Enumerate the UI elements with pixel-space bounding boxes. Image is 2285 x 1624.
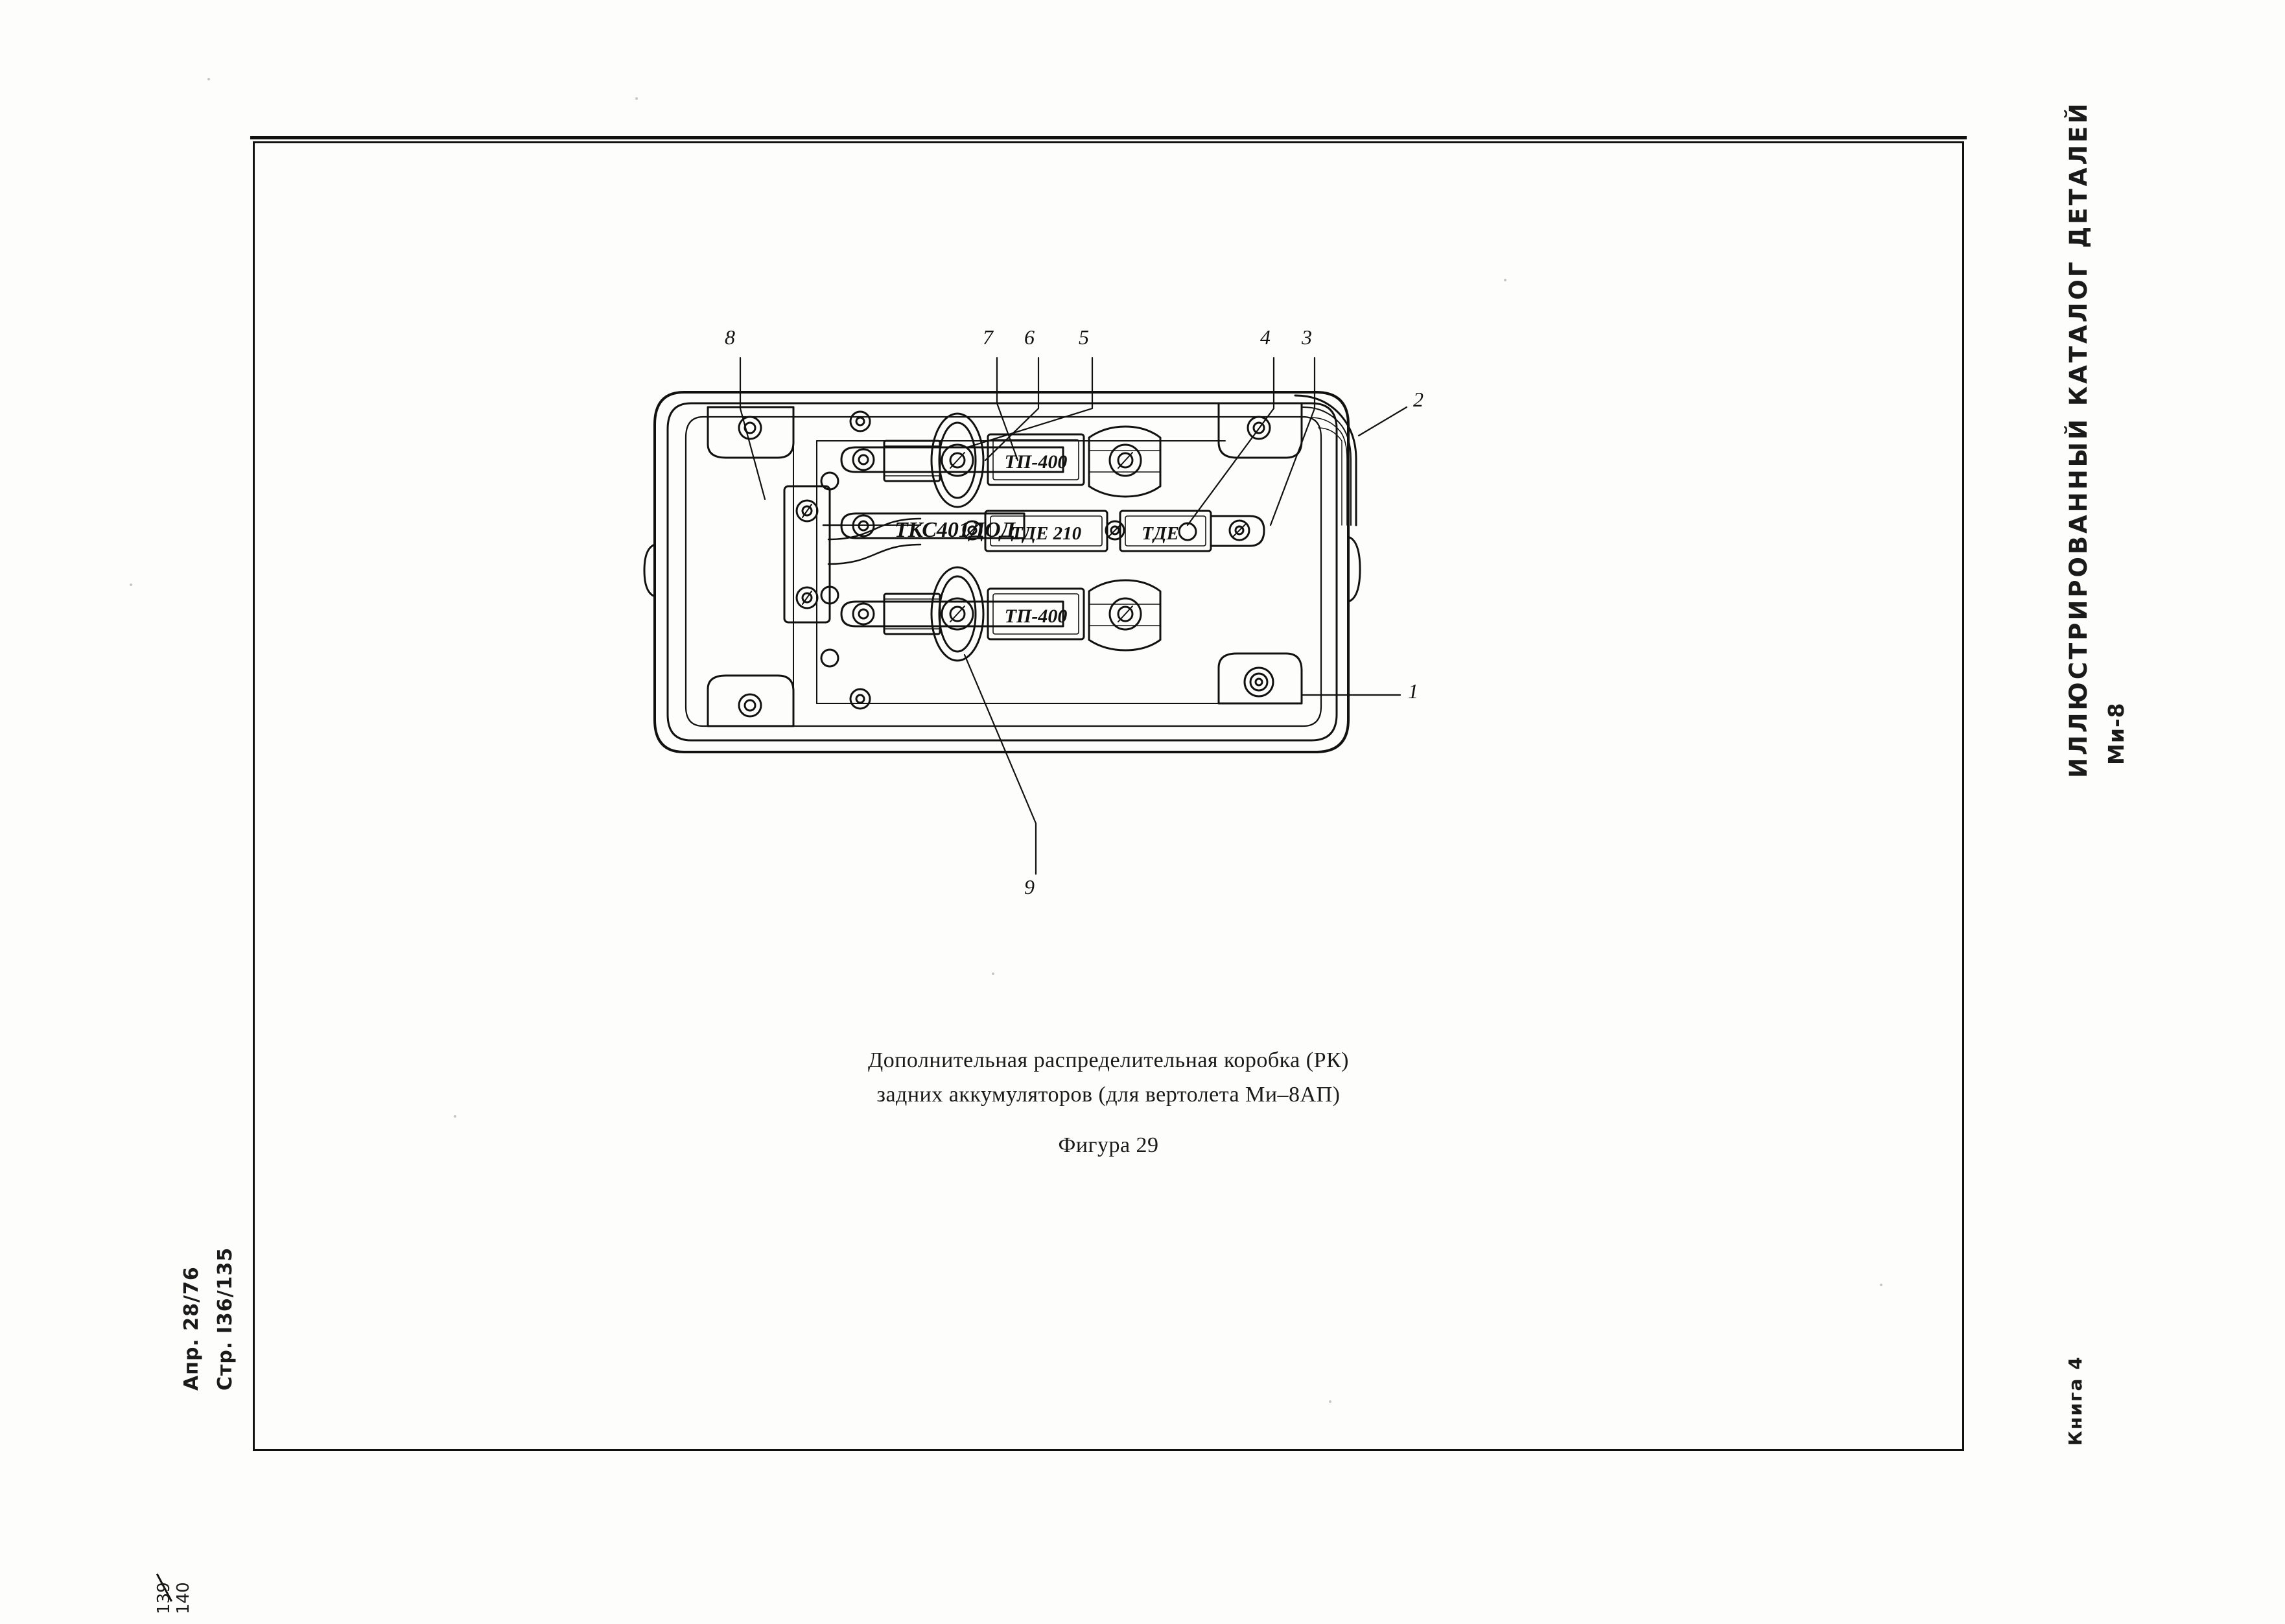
tde-right-tail [1211,516,1264,546]
sheet-number-top: 140 [174,1582,193,1614]
running-head-model: Ми-8 [2103,702,2129,765]
callout-4: 4 [1260,325,1271,349]
callout-8: 8 [725,325,735,349]
running-head-book: Книга 4 [2065,1356,2086,1446]
housing-inner-rim [686,417,1321,726]
rivet-3 [821,650,838,666]
left-contact-strip [784,486,830,622]
oval-clamp-lower [932,567,983,661]
figure-number: Фигура 29 [1058,1133,1159,1158]
fuse-upper-label: ТП-400 [1004,451,1068,473]
caption-line-2: задних аккумуляторов (для вертолета Ми–8АП) [876,1082,1341,1107]
right-clamp-lower [1089,580,1160,650]
sheet-number-bottom: 139 [154,1582,174,1614]
caption-line-1: Дополнительная распределительная коробка (РК) [868,1048,1349,1072]
tde-label: ТДЕ [1142,523,1179,544]
mounting-lug-top-right [1219,403,1302,458]
scan-speck [454,1115,456,1118]
mounting-lug-top-left [708,407,793,458]
scan-speck [992,972,994,975]
scan-speck [1880,1284,1882,1286]
scan-speck [130,583,132,586]
callout-7: 7 [983,325,993,349]
callout-5: 5 [1079,325,1089,349]
tde210-label: ТДЕ 210 [1011,523,1082,544]
scan-speck [1329,1400,1331,1403]
relay-label: ТКС401ДОД [895,518,1016,542]
mounting-lug-bottom-left [708,676,793,726]
callout-3: 3 [1302,325,1312,349]
fuse-lower-label: ТП-400 [1004,606,1068,627]
technical-drawing [570,325,1608,914]
right-clamp-upper [1089,427,1160,497]
latch-left [644,545,655,596]
running-head-title: ИЛЛЮСТРИРОВАННЫЙ КАТАЛОГ ДЕТАЛЕЙ [2065,100,2092,778]
frame-top-rule [250,136,1967,139]
page-number-label: Стр. I36/135 [214,1247,237,1391]
latch-right [1348,537,1360,602]
callout-6: 6 [1024,325,1035,349]
bottom-right-boss [1219,653,1302,703]
callout-9: 9 [1024,875,1035,899]
callout-2: 2 [1413,388,1424,411]
scan-speck [635,97,638,100]
scan-speck [207,78,210,80]
housing-inner-wall [668,403,1337,740]
oval-clamp-upper [932,414,983,507]
distribution-box-drawing [570,331,1608,914]
scan-speck [1504,279,1506,281]
callout-1: 1 [1408,679,1418,703]
revision-date-label: Апр. 28/76 [180,1266,203,1391]
figure-caption [253,1044,1964,1163]
